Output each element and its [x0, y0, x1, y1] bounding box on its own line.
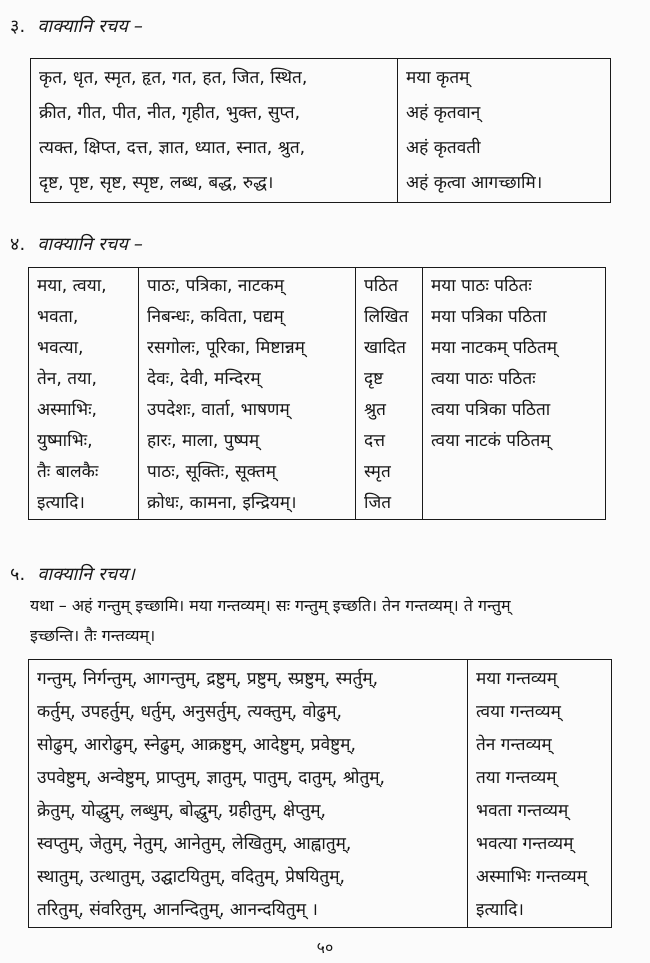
- blank-line: [431, 488, 599, 519]
- participle-item: पठित: [364, 276, 398, 296]
- noun-group: क्रोधः, कामना, इन्द्रियम्।: [147, 493, 297, 513]
- noun-group: रसगोलः, पूरिका, मिष्टान्नम्: [147, 338, 305, 358]
- infinitive-line: उपवेष्टुम्, अन्वेष्टुम्, प्राप्तुम्, ज्ञातुम्, पातुम्, दातुम्, श्रोतुम्,: [37, 768, 386, 788]
- noun-group: हारः, माला, पुष्पम्: [147, 431, 260, 451]
- word-line: कृत, धृत, स्मृत, हृत, गत, हत, जित, स्थित,: [39, 68, 308, 88]
- section-4-title: वाक्यानि रचय –: [37, 234, 144, 255]
- example-sentence: त्वया नाटकं पठितम्: [431, 431, 551, 451]
- section-4-heading: [10, 232, 143, 256]
- participle-item: लिखित: [364, 307, 409, 327]
- pronoun-item: इत्यादि।: [37, 493, 85, 513]
- word-line: त्यक्त, क्षिप्त, दत्त, ज्ञात, ध्यात, स्नात, श्रुत,: [39, 138, 306, 158]
- section-5-heading: [10, 562, 135, 586]
- participle-item: दृष्ट: [364, 369, 384, 389]
- section-5-infinitives: [29, 660, 468, 928]
- noun-group: पाठः, पत्रिका, नाटकम्: [147, 276, 285, 296]
- example-sentence: भवत्या गन्तव्यम्: [476, 834, 574, 854]
- example-sentence: इत्यादि।: [476, 900, 524, 920]
- word-line: क्रीत, गीत, पीत, नीत, गृहीत, भुक्त, सुप्त,: [39, 103, 301, 123]
- example-sentence: तेन गन्तव्यम्: [476, 735, 552, 755]
- participle-item: स्मृत: [364, 462, 391, 482]
- infinitive-line: स्वप्तुम्, जेतुम्, नेतुम्, आनेतुम्, लेखितुम्, आह्वातुम्,: [37, 834, 352, 854]
- section-4-nouns: [139, 268, 356, 520]
- participle-item: श्रुत: [364, 400, 386, 420]
- example-line-2: इच्छन्ति। तैः गन्तव्यम्।: [30, 626, 156, 645]
- pronoun-item: अस्माभिः,: [37, 400, 98, 420]
- infinitive-line: सोढुम्, आरोढुम्, स्नेढुम्, आक्रष्टुम्, आदेष्टुम्, प्रवेष्टुम्,: [37, 735, 356, 755]
- example-sentence: मया पत्रिका पठिता: [431, 307, 547, 327]
- infinitive-line: क्रेतुम्, योद्धुम्, लब्धुम्, बोद्धुम्, ग्रहीतुम्, क्षेप्तुम्,: [37, 801, 327, 821]
- example-sentence: त्वया पत्रिका पठिता: [431, 400, 551, 420]
- example-sentence: त्वया गन्तव्यम्: [476, 702, 561, 722]
- noun-group: निबन्धः, कविता, पद्यम्: [147, 307, 284, 327]
- example-sentence: अहं कृत्वा आगच्छामि।: [406, 173, 543, 193]
- pronoun-item: युष्माभिः,: [37, 431, 93, 451]
- example-sentence: अस्माभिः गन्तव्यम्: [476, 867, 587, 887]
- participle-item: दत्त: [364, 431, 386, 451]
- infinitive-line: तरितुम्, संवरितुम्, आनन्दितुम्, आनन्दयितुम् ।: [37, 900, 318, 920]
- example-sentence: त्वया पाठः पठितः: [431, 369, 536, 389]
- section-5-examples: [468, 660, 612, 928]
- pronoun-item: तैः बालकैः: [37, 462, 99, 482]
- section-3-table: [30, 58, 611, 203]
- word-line: दृष्ट, पृष्ट, सृष्ट, स्पृष्ट, लब्ध, बद्ध, रुद्ध।: [39, 173, 274, 193]
- pronoun-item: मया, त्वया,: [37, 276, 107, 296]
- participle-item: खादित: [364, 338, 406, 358]
- example-sentence: मया नाटकम् पठितम्: [431, 338, 558, 358]
- pronoun-item: तेन, तया,: [37, 369, 97, 389]
- section-3-title: वाक्यानि रचय –: [37, 16, 144, 37]
- example-line-1: यथा – अहं गन्तुम् इच्छामि। मया गन्तव्यम्। सः गन्तुम् इच्छति। तेन गन्तव्यम्। ते गन्तुम्: [30, 596, 511, 615]
- section-5-title: वाक्यानि रचय।: [37, 564, 136, 585]
- participle-item: जित: [364, 493, 392, 513]
- example-sentence: तया गन्तव्यम्: [476, 768, 557, 788]
- example-sentence: मया गन्तव्यम्: [476, 669, 558, 689]
- example-sentence: भवता गन्तव्यम्: [476, 801, 569, 821]
- section-4-table: [28, 267, 606, 520]
- section-4-examples: [423, 268, 606, 520]
- section-5-example: [30, 591, 640, 651]
- section-4-number: ४.: [10, 234, 26, 255]
- blank-line: [431, 457, 599, 488]
- example-sentence: मया कृतम्: [406, 68, 470, 88]
- section-5-table: [28, 659, 612, 928]
- pronoun-item: भवत्या,: [37, 338, 84, 358]
- section-3-heading: [10, 14, 143, 38]
- example-sentence: अहं कृतवती: [406, 138, 481, 158]
- infinitive-line: गन्तुम्, निर्गन्तुम्, आगन्तुम्, द्रष्टुम्, प्रष्टुम्, स्प्रष्टुम्, स्मर्तुम्,: [37, 669, 379, 689]
- section-4-pronouns: [29, 268, 139, 520]
- noun-group: पाठः, सूक्तिः, सूक्तम्: [147, 462, 276, 482]
- pronoun-item: भवता,: [37, 307, 79, 327]
- noun-group: उपदेशः, वार्ता, भाषणम्: [147, 400, 290, 420]
- section-3-examples: [398, 59, 611, 203]
- infinitive-line: स्थातुम्, उत्थातुम्, उद्घाटयितुम्, वदितुम्, प्रेषयितुम्,: [37, 867, 345, 887]
- page-number: ५०: [316, 938, 334, 957]
- example-sentence: अहं कृतवान्: [406, 103, 481, 123]
- infinitive-line: कर्तुम्, उपहर्तुम्, धर्तुम्, अनुसर्तुम्, त्यक्तुम्, वोढुम्,: [37, 702, 342, 722]
- section-5-number: ५.: [10, 564, 26, 585]
- section-4-participles: [356, 268, 423, 520]
- section-3-number: ३.: [10, 16, 26, 37]
- noun-group: देवः, देवी, मन्दिरम्: [147, 369, 261, 389]
- section-3-word-list: [31, 59, 398, 203]
- example-sentence: मया पाठः पठितः: [431, 276, 532, 296]
